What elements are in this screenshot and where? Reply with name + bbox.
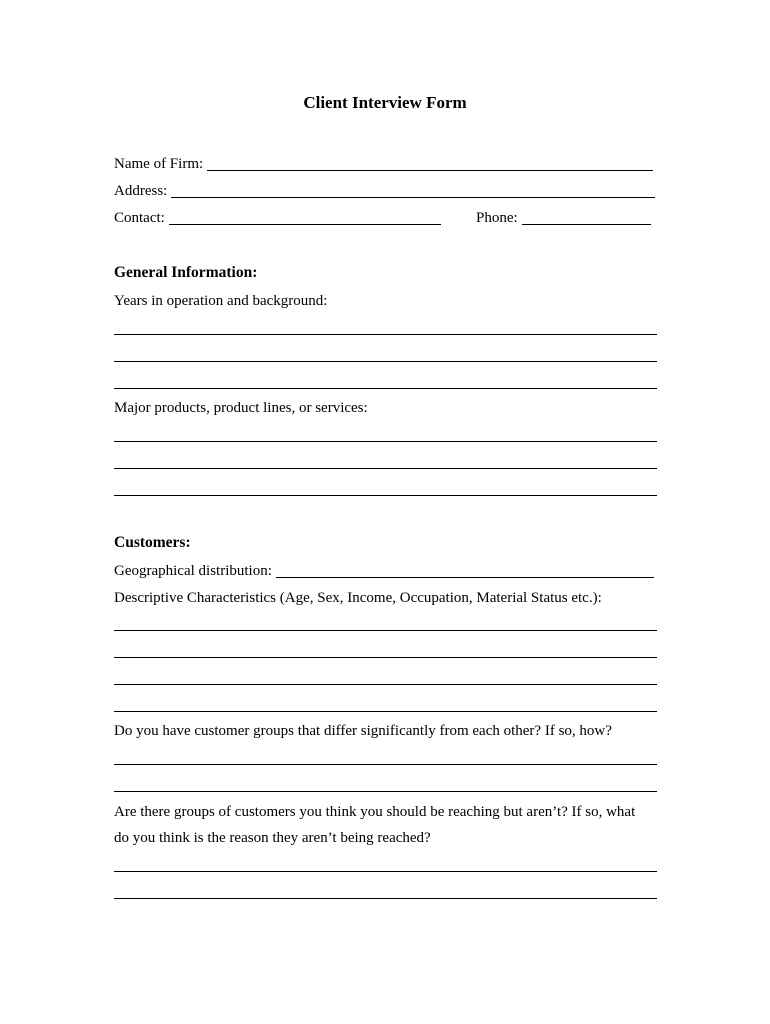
descriptive-characteristics-prompt: Descriptive Characteristics (Age, Sex, Income, Occupation, Material Status etc.): [114,590,602,606]
customers-heading: Customers: [114,534,191,551]
customer-groups-prompt: Do you have customer groups that differ significantly from each other? If so, how? [114,723,612,739]
page-title: Client Interview Form [303,93,467,112]
address-label: Address: [114,183,168,199]
name-of-firm-label: Name of Firm: [114,156,204,172]
contact-field[interactable] [114,208,441,228]
address-field[interactable] [114,181,655,201]
reach-prompt-line-2: do you think is the reason they aren’t being reached? [114,830,431,846]
geographical-distribution-label: Geographical distribution: [114,563,272,579]
general-information-heading: General Information: [114,264,258,281]
phone-label: Phone: [476,210,518,226]
answer-line[interactable] [114,361,657,362]
answer-line[interactable] [114,791,657,792]
answer-line[interactable] [114,334,657,335]
contact-label: Contact: [114,210,165,226]
geographical-distribution-field[interactable] [114,561,654,581]
answer-line[interactable] [114,630,657,631]
answer-line[interactable] [114,764,657,765]
answer-line[interactable] [114,441,657,442]
address-blank[interactable] [171,197,655,198]
answer-line[interactable] [114,898,657,899]
answer-line[interactable] [114,711,657,712]
reach-prompt-line-1: Are there groups of customers you think you should be reaching but aren’t? If so, what [114,804,636,820]
contact-blank[interactable] [169,224,441,225]
name-of-firm-field[interactable] [114,154,653,174]
products-prompt: Major products, product lines, or services: [114,400,368,416]
answer-line[interactable] [114,388,657,389]
answer-line[interactable] [114,684,657,685]
phone-field[interactable] [476,208,651,228]
answer-line[interactable] [114,871,657,872]
phone-blank[interactable] [522,224,651,225]
years-prompt: Years in operation and background: [114,293,328,309]
answer-line[interactable] [114,495,657,496]
answer-line[interactable] [114,657,657,658]
geographical-distribution-blank[interactable] [276,577,654,578]
name-of-firm-blank[interactable] [207,170,653,171]
answer-line[interactable] [114,468,657,469]
